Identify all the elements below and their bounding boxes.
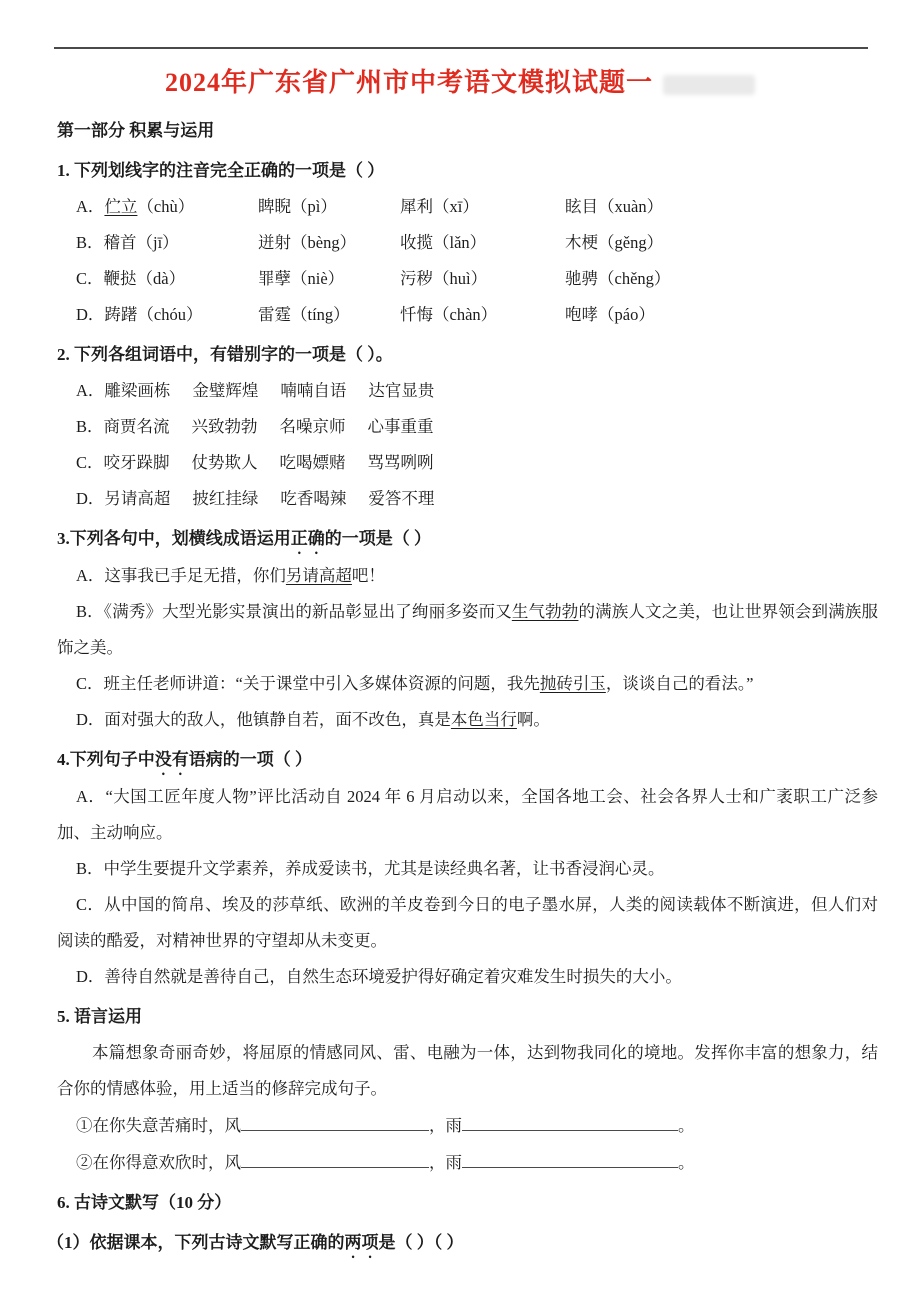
q1-a-underlined-word: 伫立 [104,197,138,216]
q5-line1-pre: ①在你失意苦痛时，风 [76,1116,241,1135]
q1-d-word-3: 忏悔（chàn） [400,305,498,324]
q2-d-word-1: D．另请高超 [76,489,171,508]
q2-b-word-2: 兴致勃勃 [191,417,258,436]
q4-option-a: A．“大国工匠年度人物”评比活动自 2024 年 6 月启动以来，全国各地工会、社会各界人士和广袤职工广泛参加、主动响应。 [57,787,878,842]
q2-d-word-2: 披红挂绿 [192,489,259,508]
question-5-heading: 5. 语言运用 [57,1007,142,1026]
q2-option-row-b [76,409,920,445]
q2-c-word-3: 吃喝嫖赌 [279,453,346,472]
question-1-stem: 1. 下列划线字的注音完全正确的一项是（ ） [57,161,385,180]
scan-smudge-artifact [663,75,755,95]
q3-a-underlined-idiom: 另请高超 [285,566,352,585]
q3-c-pre: C．班主任老师讲道：“关于课堂中引入多媒体资源的问题，我先 [76,674,540,693]
q4-option-c: C．从中国的简帛、埃及的莎草纸、欧洲的羊皮卷到今日的电子墨水屏，人类的阅读载体不断演进，但人们对阅读的酷爱，对精神世界的守望却从未变更。 [57,895,878,950]
q1-c-word-4: 驰骋（chěng） [565,269,671,288]
q1-d-word-4: 咆哮（páo） [565,305,655,324]
q2-c-word-1: C．咬牙跺脚 [76,453,170,472]
q5-line1-mid: ，雨 [429,1116,462,1135]
q1-option-row-d [76,297,920,333]
q2-b-word-4: 心事重重 [367,417,434,436]
q2-option-row-a [76,373,920,409]
q5-line2-mid: ，雨 [429,1153,462,1172]
q1-b-word-2: 迸射（bèng） [258,233,357,252]
q1-c-word-1: C．鞭挞（dà） [76,269,186,288]
q4-option-d: D．善待自然就是善待自己，自然生态环境爱护得好确定着灾难发生时损失的大小。 [76,967,682,986]
section-heading: 第一部分 积累与运用 [57,121,215,140]
q1-a-letter: A． [76,197,105,216]
q2-a-word-3: 喃喃自语 [280,381,347,400]
question-6-heading: 6. 古诗文默写（10 分） [57,1193,232,1212]
q2-d-word-3: 吃香喝辣 [280,489,347,508]
q3-option-a [57,558,878,594]
q1-a-word-1 [76,189,258,225]
q2-b-word-3: 名噪京师 [279,417,346,436]
q3-stem-post: 的一项是（ ） [324,529,431,548]
q3-option-d [57,702,878,738]
q4-stem-pre: 4.下列句子中 [57,750,155,769]
q1-d-word-1: D．踌躇（chóu） [76,305,203,324]
q4-stem-emphasized: 没有 [154,750,189,769]
q2-c-word-4: 骂骂咧咧 [367,453,434,472]
q1-a-word-3: 犀利（xī） [400,197,479,216]
q5-line2-pre: ②在你得意欢欣时，风 [76,1153,241,1172]
question-3-stem [57,521,875,558]
q5-line1-blank-1 [241,1116,429,1131]
q5-line2-blank-2 [462,1153,678,1168]
q1-a-word-4: 眩目（xuàn） [565,197,664,216]
q3-d-underlined-idiom: 本色当行 [450,710,517,729]
q3-c-post: ，谈谈自己的看法。” [605,674,754,693]
q1-b-word-4: 木梗（gěng） [565,233,664,252]
q3-stem-pre: 3.下列各句中，划横线成语运用 [57,529,291,548]
q5-fill-line-2 [76,1144,878,1181]
top-horizontal-rule [54,47,868,49]
q2-b-word-1: B．商贾名流 [76,417,170,436]
document-title [0,65,920,101]
q2-d-word-4: 爱答不理 [368,489,435,508]
question-4-stem [57,742,875,779]
q2-option-row-d [76,481,920,517]
q1-b-word-1: B．稽首（jī） [76,233,179,252]
q3-b-post: 的满族人文之美，也让世界领会到满族服饰之美。 [57,602,878,657]
q3-option-b [57,594,878,666]
question-2-stem: 2. 下列各组词语中，有错别字的一项是（ ）。 [57,345,393,364]
q3-a-pre: A．这事我已手足无措，你们 [76,566,286,585]
q5-line1-end: 。 [678,1116,695,1135]
q3-c-underlined-idiom: 抛砖引玉 [539,674,606,693]
q6-sub1-post: 是（ ）（ ） [378,1233,464,1252]
q1-a-pinyin: （chù） [137,197,195,216]
q5-fill-line-1 [76,1107,878,1144]
q5-line2-end: 。 [678,1153,695,1172]
q2-a-word-2: 金璧辉煌 [192,381,259,400]
q3-option-c [57,666,878,702]
q1-option-row-c [76,261,920,297]
q2-a-word-4: 达官显贵 [368,381,435,400]
q3-b-pre: B．《满秀》大型光影实景演出的新品彰显出了绚丽多姿而又 [76,602,512,621]
q3-b-underlined-idiom: 生气勃勃 [511,602,579,621]
q5-line1-blank-2 [462,1116,678,1131]
q1-c-word-2: 罪孽（niè） [258,269,345,288]
q1-option-row-a [76,189,920,225]
document-title-text: 2024年广东省广州市中考语文模拟试题一 [164,68,653,97]
q1-b-word-3: 收揽（lǎn） [400,233,487,252]
q3-a-post: 吧！ [351,566,385,585]
q3-d-pre: D．面对强大的敌人，他镇静自若，面不改色，真是 [76,710,451,729]
q6-subquestion-1 [47,1225,875,1262]
q2-a-word-1: A．雕梁画栋 [76,381,171,400]
q3-stem-emphasized: 正确 [290,529,325,548]
q4-option-b: B．中学生要提升文学素养，养成爱读书，尤其是读经典名著，让书香浸润心灵。 [76,859,665,878]
q3-d-post: 啊。 [516,710,550,729]
q6-sub1-pre: （1）依据课本，下列古诗文默写正确的 [47,1233,345,1252]
q1-d-word-2: 雷霆（tíng） [258,305,350,324]
q2-option-row-c [76,445,920,481]
q4-stem-post: 语病的一项（ ） [188,750,312,769]
q2-c-word-2: 仗势欺人 [191,453,258,472]
q1-c-word-3: 污秽（huì） [400,269,488,288]
q6-sub1-emphasized: 两项 [344,1233,379,1252]
q1-option-row-b [76,225,920,261]
q1-a-word-2: 睥睨（pì） [258,197,337,216]
q5-intro-paragraph: 本篇想象奇丽奇妙，将屈原的情感同风、雷、电融为一体，达到物我同化的境地。发挥你丰富的想象力，结合你的情感体验，用上适当的修辞完成句子。 [57,1043,878,1098]
q5-line2-blank-1 [241,1153,429,1168]
